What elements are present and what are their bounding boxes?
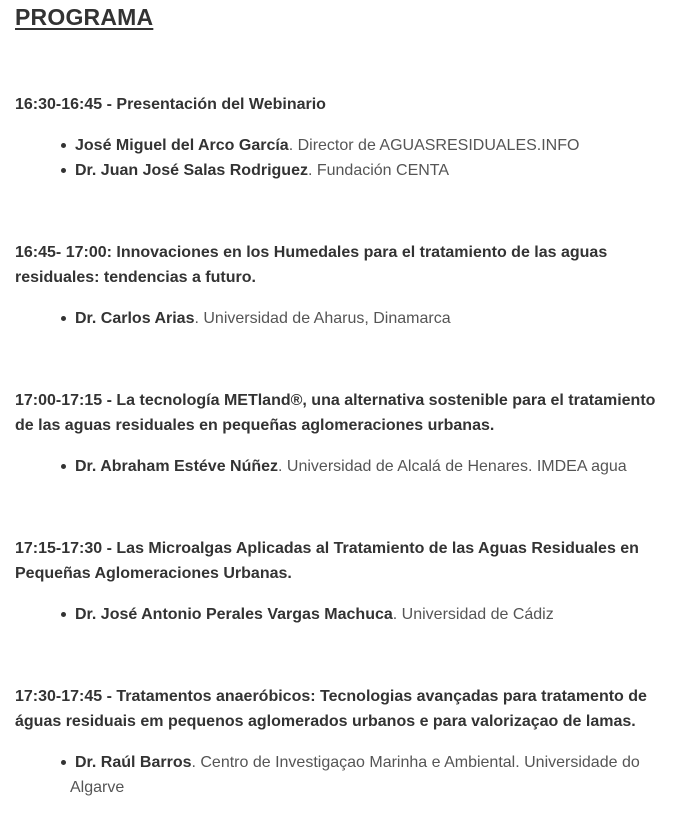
speaker-affiliation: . Director de AGUASRESIDUALES.INFO <box>288 137 580 154</box>
speaker-item <box>15 133 675 158</box>
speaker-item <box>15 750 675 800</box>
session-heading: 17:30-17:45 - Tratamentos anaeróbicos: Tecnologias avançadas para tratamento de águas residuais em pequenos aglomerados urbanos e para valorizaçao de lamas. <box>15 688 647 730</box>
session-3 <box>15 388 675 479</box>
speaker-affiliation: . Fundación CENTA <box>307 162 450 179</box>
speaker-item <box>15 306 675 331</box>
session-5 <box>15 684 675 800</box>
speaker-name: Dr. Raúl Barros <box>75 754 192 771</box>
page-title: PROGRAMA <box>15 4 154 30</box>
speaker-name: Dr. Juan José Salas Rodriguez <box>75 162 308 179</box>
speaker-item <box>15 158 675 183</box>
session-2 <box>15 240 675 331</box>
speaker-list <box>15 750 675 800</box>
speaker-affiliation: . Universidad de Aharus, Dinamarca <box>194 310 451 327</box>
session-1 <box>15 92 675 183</box>
speaker-name: Dr. Abraham Estéve Núñez <box>75 458 279 475</box>
session-heading: 17:15-17:30 - Las Microalgas Aplicadas al Tratamiento de las Aguas Residuales en Pequeñas Aglomeraciones Urbanas. <box>15 540 639 582</box>
speaker-list <box>15 133 675 183</box>
speaker-list <box>15 602 675 627</box>
session-heading: 17:00-17:15 - La tecnología METland®, una alternativa sostenible para el tratamiento de las aguas residuales en pequeñas aglomeraciones urbanas. <box>15 392 656 434</box>
speaker-item <box>15 454 675 479</box>
speaker-name: Dr. Carlos Arias <box>75 310 195 327</box>
speaker-affiliation: . Universidad de Alcalá de Henares. IMDEA agua <box>278 458 627 475</box>
speaker-name: José Miguel del Arco García <box>75 137 289 154</box>
speaker-list <box>15 306 675 331</box>
speaker-affiliation: . Universidad de Cádiz <box>392 606 554 623</box>
session-heading: 16:30-16:45 - Presentación del Webinario <box>15 96 326 113</box>
speaker-affiliation: . Centro de Investigaçao Marinha e Ambiental. Universidade do Algarve <box>70 754 640 796</box>
session-4 <box>15 536 675 627</box>
speaker-list <box>15 454 675 479</box>
session-heading: 16:45- 17:00: Innovaciones en los Humedales para el tratamiento de las aguas residuales: tendencias a futuro. <box>15 244 608 286</box>
speaker-item <box>15 602 675 627</box>
speaker-name: Dr. José Antonio Perales Vargas Machuca <box>75 606 393 623</box>
